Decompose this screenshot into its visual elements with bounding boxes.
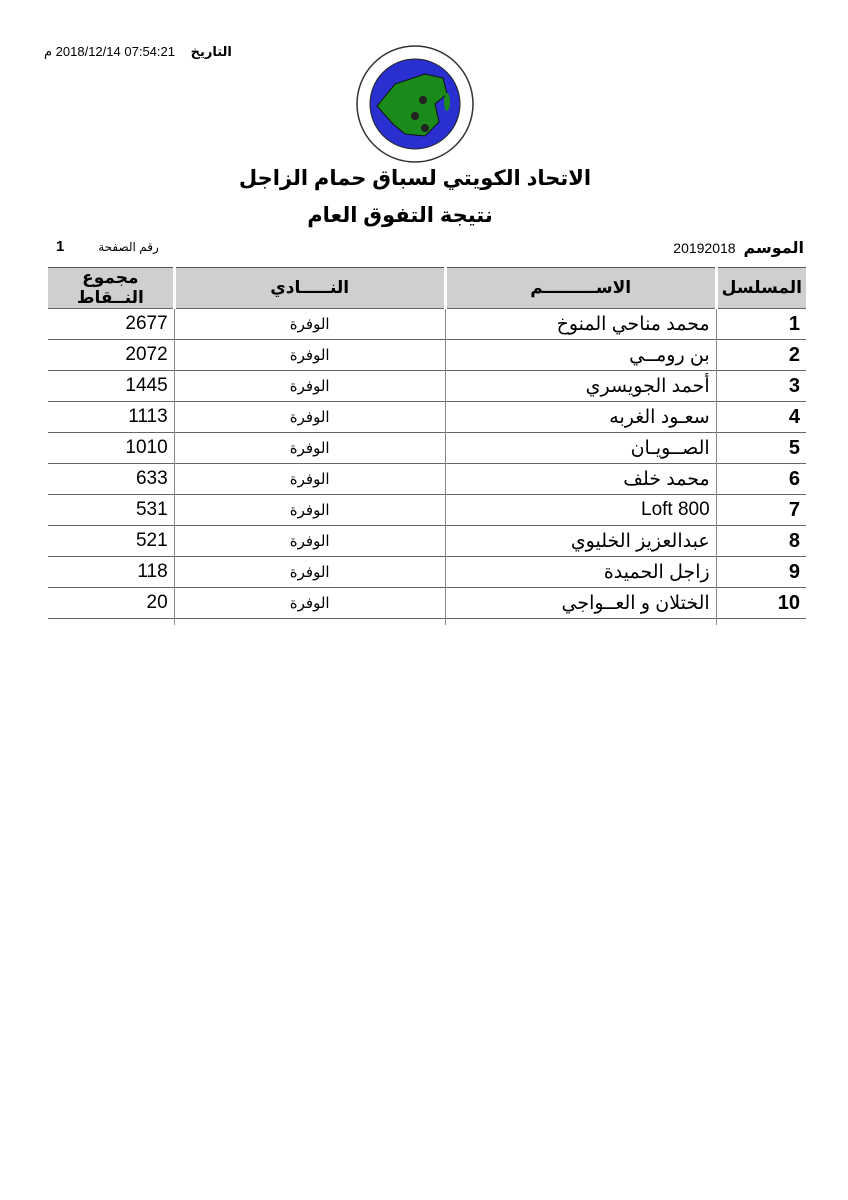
row-serial: 10	[716, 588, 806, 619]
row-name: الختلان و العــواجي	[445, 588, 716, 619]
table-row	[48, 309, 806, 340]
page-number	[56, 238, 159, 255]
row-name: أحمد الجويسري	[445, 371, 716, 402]
table-end	[48, 619, 806, 626]
row-serial: 2	[716, 340, 806, 371]
table-row	[48, 557, 806, 588]
date-value: 07:54:21 2018/12/14 م	[44, 44, 175, 59]
table-end-cell	[48, 619, 174, 626]
page-number-label: رقم الصفحة	[98, 240, 159, 254]
row-club: الوفرة	[174, 495, 445, 526]
row-name: Loft 800	[445, 495, 716, 526]
row-serial: 3	[716, 371, 806, 402]
row-points: 633	[48, 464, 174, 495]
row-club: الوفرة	[174, 309, 445, 340]
row-serial: 4	[716, 402, 806, 433]
row-points: 531	[48, 495, 174, 526]
season-value: 20192018	[673, 240, 736, 256]
results-table	[48, 267, 806, 625]
table-row	[48, 340, 806, 371]
row-points: 1445	[48, 371, 174, 402]
row-name: سعـود الغربه	[445, 402, 716, 433]
table-row	[48, 464, 806, 495]
row-points: 20	[48, 588, 174, 619]
row-serial: 8	[716, 526, 806, 557]
federation-title: الاتحاد الكويتي لسباق حمام الزاجل	[238, 167, 592, 190]
col-club: النـــــادي	[174, 268, 445, 309]
season-label: الموسم	[743, 240, 804, 257]
table-row	[48, 402, 806, 433]
date-label: التاريخ	[190, 44, 232, 59]
row-club: الوفرة	[174, 588, 445, 619]
print-date	[44, 44, 232, 60]
row-points: 1113	[48, 402, 174, 433]
row-club: الوفرة	[174, 402, 445, 433]
table-row	[48, 433, 806, 464]
table-header	[48, 268, 806, 309]
row-club: الوفرة	[174, 557, 445, 588]
row-points: 1010	[48, 433, 174, 464]
row-serial: 1	[716, 309, 806, 340]
row-club: الوفرة	[174, 371, 445, 402]
row-serial: 7	[716, 495, 806, 526]
table-end-cell	[445, 619, 716, 626]
table-row	[48, 588, 806, 619]
row-name: بن رومــي	[445, 340, 716, 371]
season-info	[673, 238, 804, 258]
table-row	[48, 495, 806, 526]
federation-logo	[355, 44, 475, 164]
page-number-value: 1	[56, 238, 65, 255]
row-points: 2072	[48, 340, 174, 371]
row-serial: 5	[716, 433, 806, 464]
col-name: الاســـــــــم	[445, 268, 716, 309]
table-end-cell	[716, 619, 806, 626]
row-name: زاجل الحميدة	[445, 557, 716, 588]
col-points: مجموع النــقاط	[48, 268, 174, 309]
table-row	[48, 526, 806, 557]
table-end-cell	[174, 619, 445, 626]
row-points: 521	[48, 526, 174, 557]
row-points: 2677	[48, 309, 174, 340]
row-name: محمد مناحي المنوخ	[445, 309, 716, 340]
report-title: نتيجة التفوق العام	[307, 204, 493, 227]
row-serial: 6	[716, 464, 806, 495]
row-points: 118	[48, 557, 174, 588]
table-row	[48, 371, 806, 402]
row-club: الوفرة	[174, 464, 445, 495]
col-serial: المسلسل	[716, 268, 806, 309]
row-name: الصــويـان	[445, 433, 716, 464]
row-club: الوفرة	[174, 340, 445, 371]
row-club: الوفرة	[174, 526, 445, 557]
row-name: محمد خلف	[445, 464, 716, 495]
row-serial: 9	[716, 557, 806, 588]
row-name: عبدالعزيز الخليوي	[445, 526, 716, 557]
row-club: الوفرة	[174, 433, 445, 464]
